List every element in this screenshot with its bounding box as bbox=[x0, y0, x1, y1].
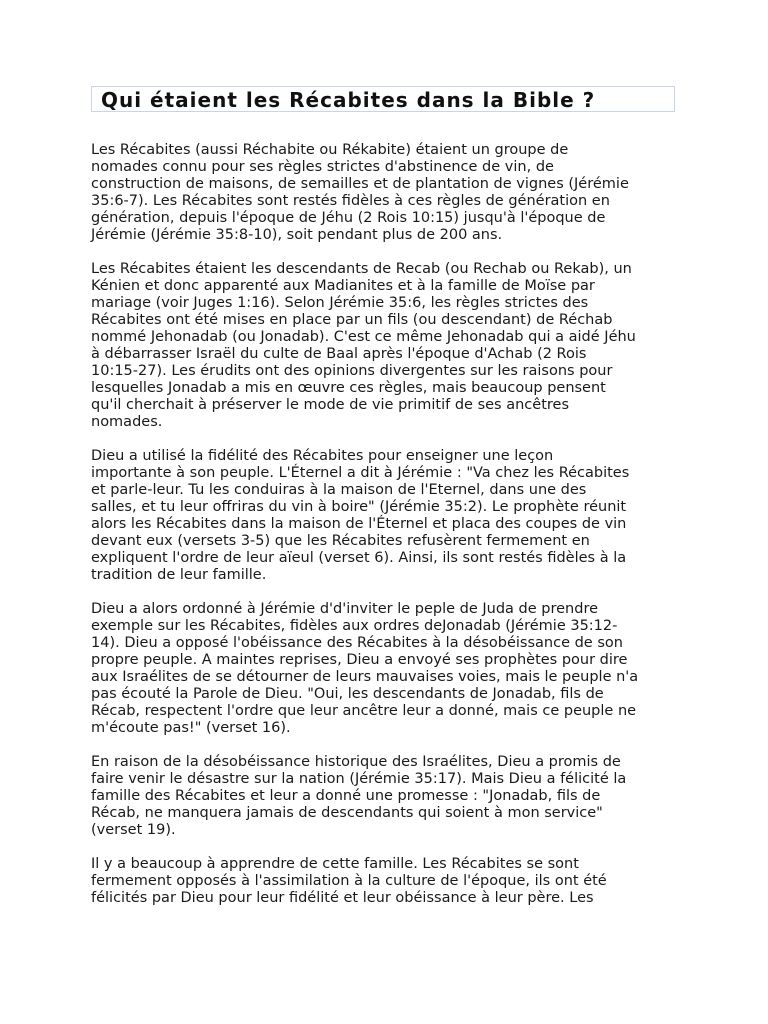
text-line: mariage (voir Juges 1:16). Selon Jérémie 35:6, les règles strictes des bbox=[91, 295, 589, 311]
text-line: Dieu a alors ordonné à Jérémie d'd'inviter le peple de Juda de prendre bbox=[91, 601, 599, 617]
text-line: nommé Jehonadab (ou Jonadab). C'est ce même Jehonadab qui a aidé Jéhu bbox=[91, 329, 636, 345]
text-line: génération, depuis l'époque de Jéhu (2 Rois 10:15) jusqu'à l'époque de bbox=[91, 210, 606, 226]
text-line: aux Israélites de se détourner de leurs mauvaises voies, mais le peuple n'a bbox=[91, 669, 639, 685]
text-line: En raison de la désobéissance historique des Israélites, Dieu a promis de bbox=[91, 754, 621, 770]
text-line: lesquelles Jonadab a mis en œuvre ces règles, mais beaucoup pensent bbox=[91, 380, 606, 396]
paragraph bbox=[91, 754, 681, 839]
text-line: tradition de leur famille. bbox=[91, 567, 267, 583]
paragraph bbox=[91, 142, 681, 244]
text-line: exemple sur les Récabites, fidèles aux ordres deJonadab (Jérémie 35:12- bbox=[91, 618, 618, 634]
paragraph bbox=[91, 448, 681, 584]
text-line: 14). Dieu a opposé l'obéissance des Récabites à la désobéissance de son bbox=[91, 635, 623, 651]
text-line: construction de maisons, de semailles et de plantation de vignes (Jérémie bbox=[91, 176, 629, 192]
paragraph bbox=[91, 601, 681, 737]
text-line: 35:6-7). Les Récabites sont restés fidèles à ces règles de génération en bbox=[91, 193, 610, 209]
text-line: Récab, respectent l'ordre que leur ancêtre leur a donné, mais ce peuple ne bbox=[91, 703, 637, 719]
text-line: alors les Récabites dans la maison de l'Éternel et placa des coupes de vin bbox=[91, 516, 627, 532]
text-line: faire venir le désastre sur la nation (Jérémie 35:17). Mais Dieu a félicité la bbox=[91, 771, 627, 787]
text-line: félicités par Dieu pour leur fidélité et leur obéissance à leur père. Les bbox=[91, 890, 594, 906]
text-line: Récabites ont été mises en place par un fils (ou descendant) de Réchab bbox=[91, 312, 613, 328]
text-line: m'écoute pas!" (verset 16). bbox=[91, 720, 291, 736]
text-line: 10:15-27). Les érudits ont des opinions divergentes sur les raisons pour bbox=[91, 363, 613, 379]
text-line: Kénien et donc apparenté aux Madianites et à la famille de Moïse par bbox=[91, 278, 595, 294]
text-line: Dieu a utilisé la fidélité des Récabites pour enseigner une leçon bbox=[91, 448, 554, 464]
text-line: et parle-leur. Tu les conduiras à la maison de l'Eternel, dans une des bbox=[91, 482, 587, 498]
text-line: devant eux (versets 3-5) que les Récabites refusèrent fermement en bbox=[91, 533, 590, 549]
text-line: expliquent l'ordre de leur aïeul (verset 6). Ainsi, ils sont restés fidèles à la bbox=[91, 550, 627, 566]
text-line: importante à son peuple. L'Éternel a dit à Jérémie : "Va chez les Récabites bbox=[91, 465, 630, 481]
text-line: famille des Récabites et leur a donné une promesse : "Jonadab, fils de bbox=[91, 788, 601, 804]
text-line: à débarrasser Israël du culte de Baal après l'époque d'Achab (2 Rois bbox=[91, 346, 587, 362]
article-body bbox=[91, 142, 681, 924]
text-line: Il y a beaucoup à apprendre de cette famille. Les Récabites se sont bbox=[91, 856, 579, 872]
text-line: salles, et tu leur offriras du vin à boire" (Jérémie 35:2). Le prophète réunit bbox=[91, 499, 627, 515]
paragraph bbox=[91, 856, 681, 907]
page-title: Qui étaient les Récabites dans la Bible ? bbox=[101, 88, 596, 112]
text-line: propre peuple. A maintes reprises, Dieu a envoyé ses prophètes pour dire bbox=[91, 652, 628, 668]
text-line: nomades connu pour ses règles strictes d'abstinence de vin, de bbox=[91, 159, 554, 175]
text-line: Les Récabites (aussi Réchabite ou Rékabite) étaient un groupe de bbox=[91, 142, 569, 158]
text-line: Jérémie (Jérémie 35:8-10), soit pendant plus de 200 ans. bbox=[91, 227, 503, 243]
paragraph bbox=[91, 261, 681, 431]
text-line: Récab, ne manquera jamais de descendants qui soient à mon service" bbox=[91, 805, 603, 821]
text-line: fermement opposés à l'assimilation à la culture de l'époque, ils ont été bbox=[91, 873, 607, 889]
text-line: (verset 19). bbox=[91, 822, 176, 838]
text-line: nomades. bbox=[91, 414, 163, 430]
text-line: Les Récabites étaient les descendants de Recab (ou Rechab ou Rekab), un bbox=[91, 261, 632, 277]
text-line: pas écouté la Parole de Dieu. "Oui, les descendants de Jonadab, fils de bbox=[91, 686, 604, 702]
text-line: qu'il cherchait à préserver le mode de vie primitif de ses ancêtres bbox=[91, 397, 569, 413]
